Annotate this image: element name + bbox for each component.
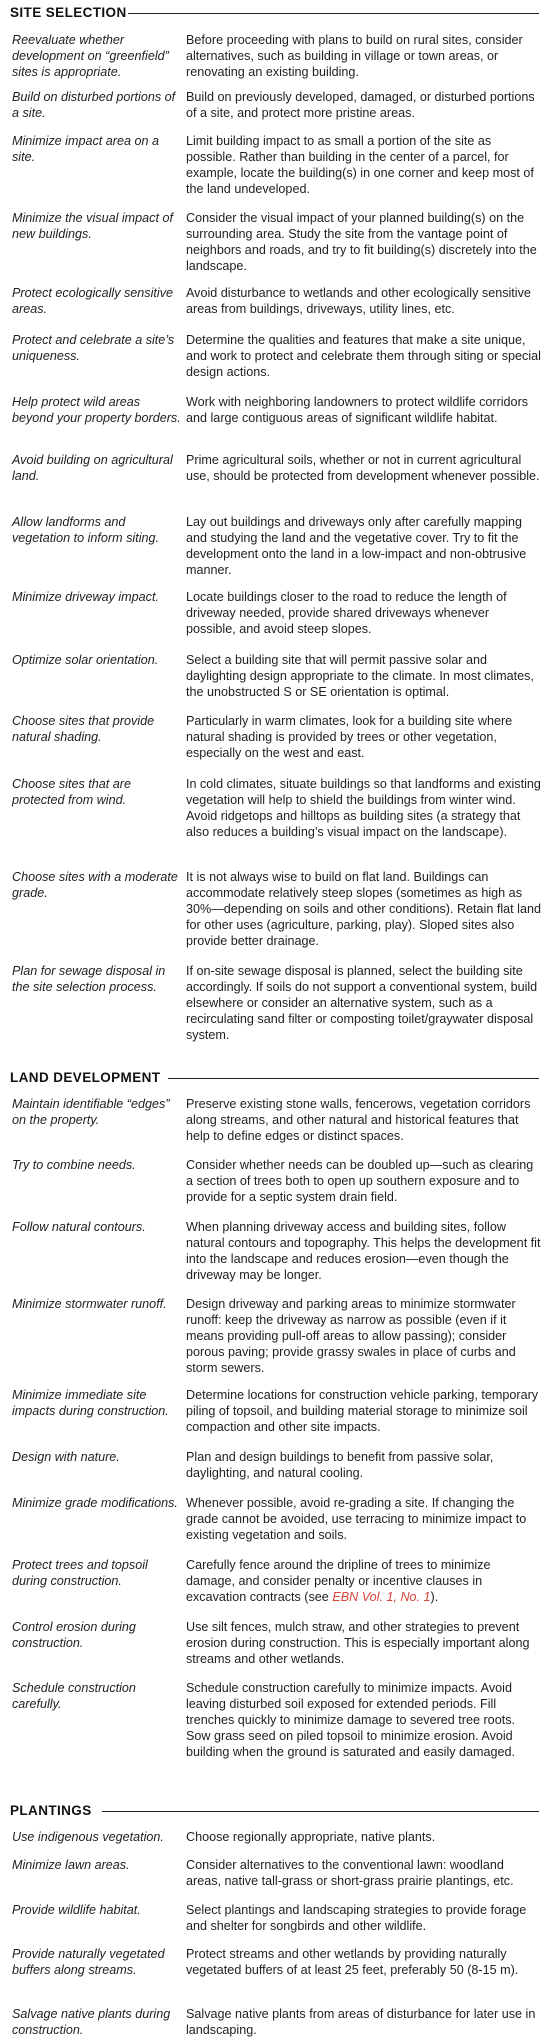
guideline-term: Design with nature. (12, 1450, 120, 1464)
guideline-term: Choose sites that provide natural shading. (12, 714, 155, 744)
guideline-description: Consider alternatives to the conventional lawn: woodland areas, native tall-grass or short-grass prairie plantings, etc. (186, 1858, 514, 1888)
guideline-description: Before proceeding with plans to build on rural sites, consider alternatives, such as building in village or town areas, or renovating an existing building. (186, 33, 523, 79)
guideline-description: Build on previously developed, damaged, or disturbed portions of a site, and protect more pristine areas. (186, 90, 535, 120)
guideline-term: Avoid building on agricultural land. (12, 453, 173, 483)
guideline-term: Minimize the visual impact of new buildings. (12, 211, 173, 241)
guideline-term: Minimize impact area on a site. (12, 134, 159, 164)
section-header (0, 2, 551, 22)
guideline-term: Minimize grade modifications. (12, 1496, 178, 1510)
section-header (0, 1800, 551, 1820)
guideline-term: Protect and celebrate a site’s uniqueness. (12, 333, 175, 363)
section-land-development (0, 1067, 551, 1087)
guideline-description: Particularly in warm climates, look for a building site where natural shading is provided by trees or other vegetation, especially on the west and east. (186, 714, 513, 760)
section-rule (128, 13, 539, 14)
section-rule (168, 1078, 539, 1079)
section-site-selection (0, 2, 551, 22)
guideline-term: Optimize solar orientation. (12, 653, 159, 667)
guideline-term: Follow natural contours. (12, 1220, 146, 1234)
guideline-description: Plan and design buildings to benefit from passive solar, daylighting, and natural cooling. (186, 1450, 494, 1480)
guideline-term: Provide wildlife habitat. (12, 1903, 141, 1917)
guideline-description: In cold climates, situate buildings so that landforms and existing vegetation will help to shield the buildings from winter wind. Avoid ridgetops and hilltops as building sites (a strategy that also reduces a building’s visual impact on the landscape). (186, 777, 541, 839)
guideline-description: Select a building site that will permit passive solar and daylighting design appropriate to the climate. In most climates, the unobstructed S or SE orientation is optimal. (186, 653, 534, 699)
guideline-description: Schedule construction carefully to minimize impacts. Avoid leaving disturbed soil exposed for extended periods. Fill trenches quickly to minimize damage to severed tree roots. Sow grass seed on piled topsoil to minimize erosion. Avoid building when the ground is saturated and easily damaged. (186, 1681, 516, 1759)
guideline-term: Use indigenous vegetation. (12, 1830, 164, 1844)
ebn-reference-link[interactable]: EBN Vol. 1, No. 1 (332, 1590, 431, 1604)
guideline-term: Reevaluate whether development on “greenfield” sites is appropriate. (12, 33, 169, 79)
guideline-description: Select plantings and landscaping strategies to provide forage and shelter for songbirds and other wildlife. (186, 1903, 527, 1933)
guideline-term: Minimize lawn areas. (12, 1858, 130, 1872)
guideline-term: Protect trees and topsoil during construction. (12, 1558, 148, 1588)
guideline-description: Preserve existing stone walls, fencerows, vegetation corridors along streams, and other natural and historical features that help to define edges or distinct spaces. (186, 1097, 531, 1143)
guideline-description: It is not always wise to build on flat land. Buildings can accommodate relatively steep slopes (sometimes as high as 30%—depending on soils and other conditions). Retain flat land for other uses (agriculture, parking, play). Sloped sites also provide better drainage. (186, 870, 541, 948)
guideline-term: Maintain identifiable “edges” on the property. (12, 1097, 170, 1127)
section-plantings (0, 1800, 551, 1820)
guideline-description: Determine the qualities and features that make a site unique, and work to protect and celebrate them through siting or special design actions. (186, 333, 541, 379)
guideline-description: If on-site sewage disposal is planned, select the building site accordingly. If soils do not support a conventional system, build elsewhere or consider an alternative system, such as a recirculating sand filter or composting toilet/graywater disposal system. (186, 964, 538, 1042)
section-title: SITE SELECTION (10, 5, 127, 20)
guideline-term: Allow landforms and vegetation to inform siting. (12, 515, 160, 545)
section-header (0, 1067, 551, 1087)
guideline-term: Control erosion during construction. (12, 1620, 136, 1650)
guideline-term: Schedule construction carefully. (12, 1681, 136, 1711)
guideline-description: Limit building impact to as small a portion of the site as possible. Rather than building in the center of a parcel, for example, locate the building(s) in one corner and keep most of the land undeveloped. (186, 134, 534, 196)
guideline-description: Lay out buildings and driveways only after carefully mapping and studying the land and the vegetative cover. Try to fit the development onto the land in a low-impact and non-obtrusive manner. (186, 515, 527, 577)
section-rule (102, 1811, 539, 1812)
guideline-term: Help protect wild areas beyond your property borders. (12, 395, 181, 425)
guideline-term: Minimize immediate site impacts during construction. (12, 1388, 169, 1418)
description-text: Carefully fence around the dripline of trees to minimize damage, and consider penalty or incentive clauses in excavation contracts (see (186, 1558, 491, 1604)
guideline-description: Consider the visual impact of your planned building(s) on the surrounding area. Study the site from the vantage point of neighbors and roads, and try to fit building(s) discretely into the landscape. (186, 211, 537, 273)
guideline-description: Avoid disturbance to wetlands and other ecologically sensitive areas from buildings, driveways, utility lines, etc. (186, 286, 531, 316)
guideline-term: Protect ecologically sensitive areas. (12, 286, 173, 316)
guideline-term: Build on disturbed portions of a site. (12, 90, 176, 120)
guideline-description: Work with neighboring landowners to protect wildlife corridors and large contiguous areas of significant wildlife habitat. (186, 395, 529, 425)
guideline-description: Prime agricultural soils, whether or not in current agricultural use, should be protected from development whenever possible. (186, 453, 540, 483)
guideline-description: Consider whether needs can be doubled up—such as clearing a section of trees both to open up southern exposure and to provide for a septic system drain field. (186, 1158, 534, 1204)
guideline-term: Try to combine needs. (12, 1158, 136, 1172)
guideline-description: Whenever possible, avoid re-grading a site. If changing the grade cannot be avoided, use terracing to minimize impact to existing vegetation and soils. (186, 1496, 527, 1542)
guideline-term: Minimize driveway impact. (12, 590, 159, 604)
guideline-description: Design driveway and parking areas to minimize stormwater runoff: keep the driveway as narrow as possible (even if it means providing pull-off areas to allow passing); consider porous paving; provide grassy swales in place of curbs and storm sewers. (186, 1297, 516, 1375)
guideline-term: Provide naturally vegetated buffers along streams. (12, 1947, 165, 1977)
section-title: PLANTINGS (10, 1803, 92, 1818)
guideline-term: Choose sites with a moderate grade. (12, 870, 178, 900)
guideline-description: When planning driveway access and building sites, follow natural contours and topography. This helps the development fit into the landscape and reduces erosion—even though the driveway may be longer. (186, 1220, 541, 1282)
guideline-term: Minimize stormwater runoff. (12, 1297, 167, 1311)
guideline-description: Determine locations for construction vehicle parking, temporary piling of topsoil, and building material storage to minimize soil compaction and other site impacts. (186, 1388, 539, 1434)
guideline-description: Use silt fences, mulch straw, and other strategies to prevent erosion during construction. This is especially important along streams and other wetlands. (186, 1620, 530, 1666)
description-text-end: ). (430, 1590, 439, 1604)
guideline-description: Choose regionally appropriate, native plants. (186, 1830, 436, 1844)
guideline-description: Salvage native plants from areas of disturbance for later use in landscaping. (186, 2007, 536, 2037)
guideline-term: Salvage native plants during construction. (12, 2007, 171, 2037)
guideline-description (186, 1557, 541, 1605)
guideline-term: Choose sites that are protected from wind. (12, 777, 132, 807)
section-title: LAND DEVELOPMENT (10, 1070, 161, 1085)
guideline-term: Plan for sewage disposal in the site selection process. (12, 964, 166, 994)
guideline-description: Locate buildings closer to the road to reduce the length of driveway needed, provide shared driveways whenever possible, and avoid steep slopes. (186, 590, 507, 636)
guideline-description: Protect streams and other wetlands by providing naturally vegetated buffers of at least 25 feet, preferably 50 (8-15 m). (186, 1947, 519, 1977)
